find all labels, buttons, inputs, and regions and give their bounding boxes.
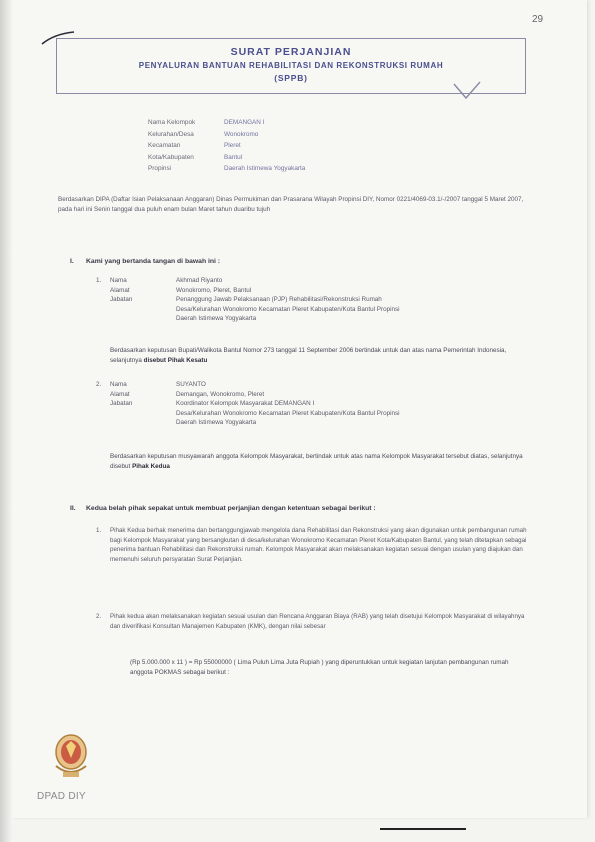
bottom-rule	[380, 828, 466, 830]
intro-paragraph: Berdasarkan DIPA (Daftar Isian Pelaksanaan Anggaran) Dinas Permukiman dan Prasarana Wilayah Propinsi DIY, Nomor 0221/4069-03.1/-/2007 tanggal 5 Maret 2007, pada hari ini Senin tanggal dua puluh enam bulan Maret tahun duaribu tujuh	[58, 196, 524, 213]
pen-check-icon	[452, 80, 482, 102]
identity-row: Propinsi Daerah Istimewa Yogyakarta	[148, 165, 306, 172]
identity-row: Kecamatan Pleret	[148, 142, 241, 149]
section-2-heading: II. Kedua belah pihak sepakat untuk membuat perjanjian dengan ketentuan sebagai berikut :	[70, 505, 376, 512]
identity-row: Nama Kelompok DEMANGAN I	[148, 119, 265, 126]
party-2-note: Berdasarkan keputusan musyawarah anggota Kelompok Masyarakat, bertindak untuk atas nama Kelompok Masyarakat tersebut diatas, selanjutnya disebut Pihak Kedua	[110, 453, 523, 470]
watermark-text: DPAD DIY	[37, 791, 86, 802]
title-subtitle: PENYALURAN BANTUAN REHABILITASI DAN REKONSTRUKSI RUMAH	[138, 61, 444, 70]
title-abbreviation: (SPPB)	[274, 73, 308, 83]
identity-block	[148, 117, 305, 175]
section-1-heading: I. Kami yang bertanda tangan di bawah ini :	[70, 258, 221, 265]
party-1-note: Berdasarkan keputusan Bupati/Walikota Bantul Nomor 273 tanggal 11 September 2006 bertindak untuk dan atas nama Pemerintah Indonesia, selanjutnya disebut Pihak Kesatu	[110, 347, 507, 364]
identity-row: Kelurahan/Desa Wonokromo	[148, 130, 259, 138]
title-main: SURAT PERJANJIAN	[230, 46, 352, 58]
party-1: 1. Nama Akhmad Riyanto Alamat Wonokromo, Pleret, Bantul Jabatan Penanggung Jawab Pelaksanaan (PJP) Rehabilitasi/Rekonstruksi Rumah Desa/Kelurahan Wonokromo Kecamatan Pleret Kabupaten/Kota Bantul Propinsi Daerah Istimewa Yogyakarta	[96, 277, 400, 323]
list-item: 2. Pihak kedua akan melaksanakan kegiatan sesuai usulan dan Rencana Anggaran Biaya (RAB) yang telah disetujui Kelompok Masyarakat di wilayahnya dan diverifikasi Konsultan Manajemen Kabupaten (KMK), dengan nilai sebesar	[96, 613, 525, 630]
party-2: 2. Nama SUYANTO Alamat Demangan, Wonokromo, Pleret Jabatan Koordinator Kelompok Masyarakat DEMANGAN I Desa/Kelurahan Wonokromo Kecamatan Pleret Kabupaten/Kota Bantul Propinsi Daerah Istimewa Yogyakarta	[96, 381, 400, 427]
seal-logo-icon	[48, 730, 94, 782]
budget-calculation: (Rp 5.000.000 x 11 ) = Rp 55000000 ( Lima Puluh Lima Juta Rupiah ) yang diperuntukkan untuk kegiatan lanjutan pembangunan rumah anggota POKMAS sebagai berikut :	[130, 659, 509, 676]
page-number: 29	[532, 14, 544, 25]
scan-edge-shadow	[0, 0, 12, 842]
list-item: 1. Pihak Kedua berhak menerima dan bertanggungjawab mengelola dana Rehabilitasi dan Rekonstruksi yang akan digunakan untuk pembangunan rumah bagi Kelompok Masyarakat yang bersangkutan di desa/kelurahan Wonokromo Kecamatan Pleret Kota/Kabupaten Bantul, yang telah ditetapkan sebagai penerima bantuan Rehabilitasi dan Rekonstruksi rumah. Kelompok Masyarakat akan melaksanakan kegiatan sesuai dengan usulan yang diajukan dan memenuhi seluruh persyaratan Surat Perjanjian.	[96, 527, 527, 563]
identity-row: Kota/Kabupaten Bantul	[148, 153, 243, 161]
